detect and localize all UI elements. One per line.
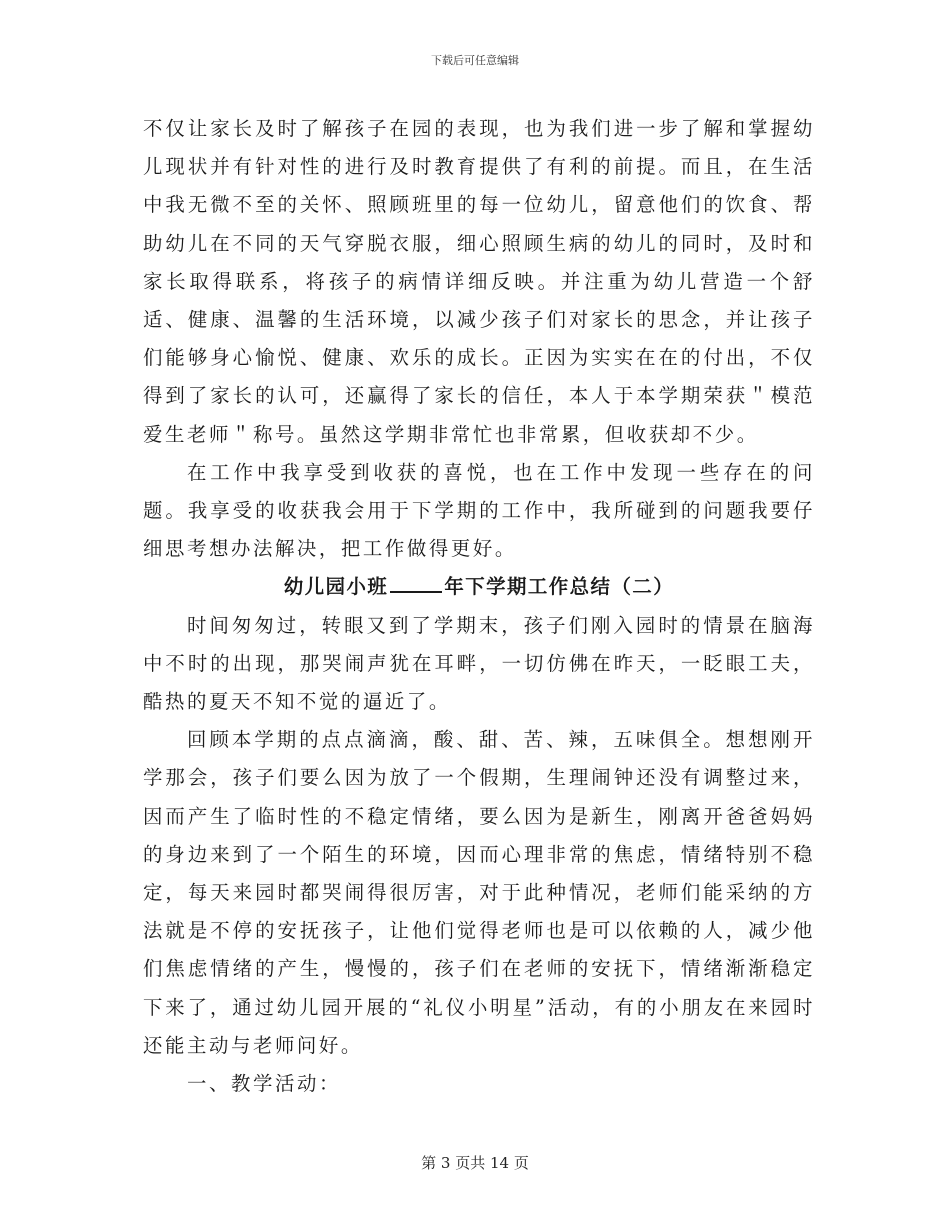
section-title (143, 568, 815, 606)
subheading: 一、教学活动： (187, 1072, 341, 1096)
section-title-prefix: 幼儿园小班 (283, 575, 389, 599)
year-blank-line (390, 574, 442, 593)
page-number: 第 3 页共 14 页 (421, 1154, 529, 1172)
paragraph: 时间匆匆过，转眼又到了学期末，孩子们刚入园时的情景在脑海中不时的出现，那哭闹声犹在耳畔，一切仿佛在昨天，一眨眼工夫，酷热的夏天不知不觉的逼近了。 (143, 613, 815, 714)
paragraph-continued: 不仅让家长及时了解孩子在园的表现，也为我们进一步了解和掌握幼儿现状并有针对性的进行及时教育提供了有利的前提。而且，在生活中我无微不至的关怀、照顾班里的每一位幼儿，留意他们的饮食、帮助幼儿在不同的天气穿脱衣服，细心照顾生病的幼儿的同时，及时和家长取得联系，将孩子的病情详细反映。并注重为幼儿营造一个舒适、健康、温馨的生活环境，以减少孩子们对家长的思念，并让孩子们能够身心愉悦、健康、欢乐的成长。正因为实实在在的付出，不仅得到了家长的认可，还赢得了家长的信任，本人于本学期荣获＂模范爱生老师＂称号。虽然这学期非常忙也非常累，但收获却不少。 (143, 117, 815, 446)
document-body (143, 110, 815, 1103)
paragraph: 回顾本学期的点点滴滴，酸、甜、苦、辣，五味俱全。想想刚开学那会，孩子们要么因为放了一个假期，生理闹钟还没有调整过来，因而产生了临时性的不稳定情绪，要么因为是新生，刚离开爸爸妈妈的身边来到了一个陌生的环境，因而心理非常的焦虑，情绪特别不稳定，每天来园时都哭闹得很厉害，对于此种情况，老师们能采纳的方法就是不停的安抚孩子，让他们觉得老师也是可以依赖的人，减少他们焦虑情绪的产生，慢慢的，孩子们在老师的安抚下，情绪渐渐稳定下来了，通过幼儿园开展的“礼仪小明星”活动，有的小朋友在来园时还能主动与老师问好。 (143, 728, 815, 1057)
header-note: 下载后可任意编辑 (431, 54, 519, 67)
section-title-suffix: 年下学期工作总结（二） (444, 575, 675, 599)
paragraph: 在工作中我享受到收获的喜悦，也在工作中发现一些存在的问题。我享受的收获我会用于下学期的工作中，我所碰到的问题我要仔细思考想办法解决，把工作做得更好。 (143, 460, 815, 561)
